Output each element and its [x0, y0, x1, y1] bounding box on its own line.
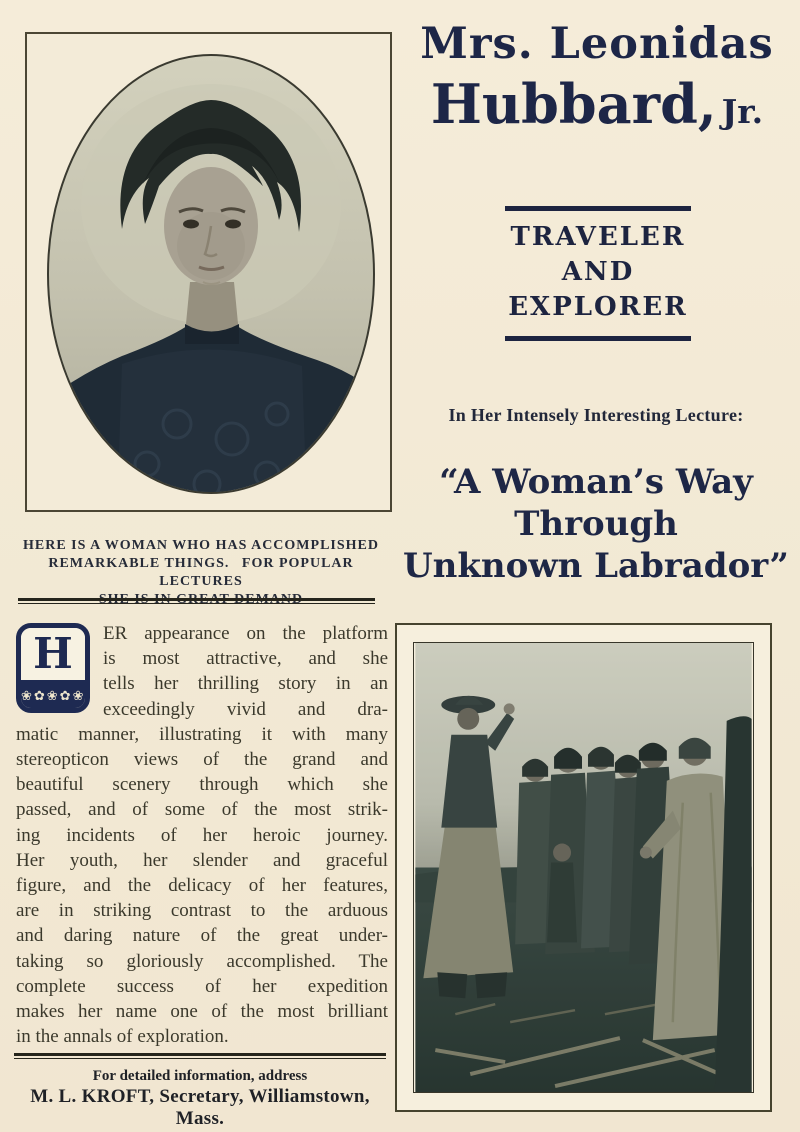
article-line: matic manner, illustrating it with many	[16, 723, 388, 745]
article-line: in the annals of exploration.	[16, 1026, 229, 1048]
article-line: complete success of her expedition	[16, 975, 388, 997]
article-line: ing incidents of her heroic journey.	[16, 824, 388, 846]
article-line: exceedingly vivid and dra-	[103, 698, 388, 720]
dropcap-letter: H	[21, 628, 85, 684]
page-title	[402, 16, 792, 144]
article-line: and daring nature of the great under-	[16, 925, 388, 947]
article-body	[16, 621, 388, 1053]
article-line: tells her thrilling story in an	[103, 673, 388, 695]
title-surname: Hubbard,	[430, 72, 717, 136]
title-suffix: Jr.	[721, 92, 764, 131]
title-line-2	[402, 72, 792, 144]
role-banner	[505, 206, 691, 341]
group-photo-image	[414, 643, 753, 1092]
lecture-title	[396, 461, 796, 587]
footer-contact-intro: For detailed information, address	[92, 1068, 308, 1084]
article-line: ER appearance on the platform	[103, 623, 388, 644]
article-line: beautiful scenery through which she	[16, 774, 388, 796]
article-line: Her youth, her slender and graceful	[16, 849, 388, 871]
banner-rule-bottom	[505, 336, 691, 341]
caption-line: HERE IS A WOMAN WHO HAS ACCOMPLISHED	[23, 538, 379, 553]
article-line: stereopticon views of the grand and	[16, 749, 388, 771]
portrait-photo-frame	[25, 32, 392, 512]
footer-contact-address: M. L. KROFT, Secretary, Williamstown, Mass.	[30, 1086, 370, 1129]
title-line-1: Mrs. Leonidas	[420, 19, 774, 69]
lecture-title-line: Unknown Labrador”	[403, 546, 789, 586]
group-photo-frame	[395, 623, 772, 1112]
banner-line: EXPLORER	[508, 292, 688, 322]
divider-rule-bottom	[14, 1053, 386, 1059]
article-line: makes her name one of the most brilliant	[16, 1001, 388, 1023]
floral-ornament-icon: ❀✿❀✿❀	[21, 684, 85, 708]
article-line: taking so gloriously accomplished. The	[16, 950, 388, 972]
caption-line: REMARKABLE THINGS. FOR POPULAR LECTURES	[48, 556, 354, 589]
article-line: figure, and the delicacy of her features,	[16, 875, 388, 897]
banner-line: TRAVELER	[510, 222, 686, 252]
article-line: passed, and of some of the most strik-	[16, 799, 388, 821]
portrait-photo	[27, 34, 390, 510]
banner-line: AND	[561, 257, 635, 287]
lecture-title-line: Through	[514, 504, 678, 544]
lecture-intro: In Her Intensely Interesting Lecture:	[448, 405, 744, 425]
dropcap-initial	[16, 623, 90, 713]
article-line: are in striking contrast to the arduous	[16, 900, 388, 922]
lecture-title-line: “A Woman’s Way	[439, 462, 753, 502]
divider-rule-top	[18, 598, 375, 604]
banner-text	[505, 211, 691, 336]
article-line: is most attractive, and she	[103, 648, 388, 670]
caption-line: SHE IS IN GREAT DEMAND	[98, 592, 304, 607]
group-photo	[413, 642, 754, 1093]
